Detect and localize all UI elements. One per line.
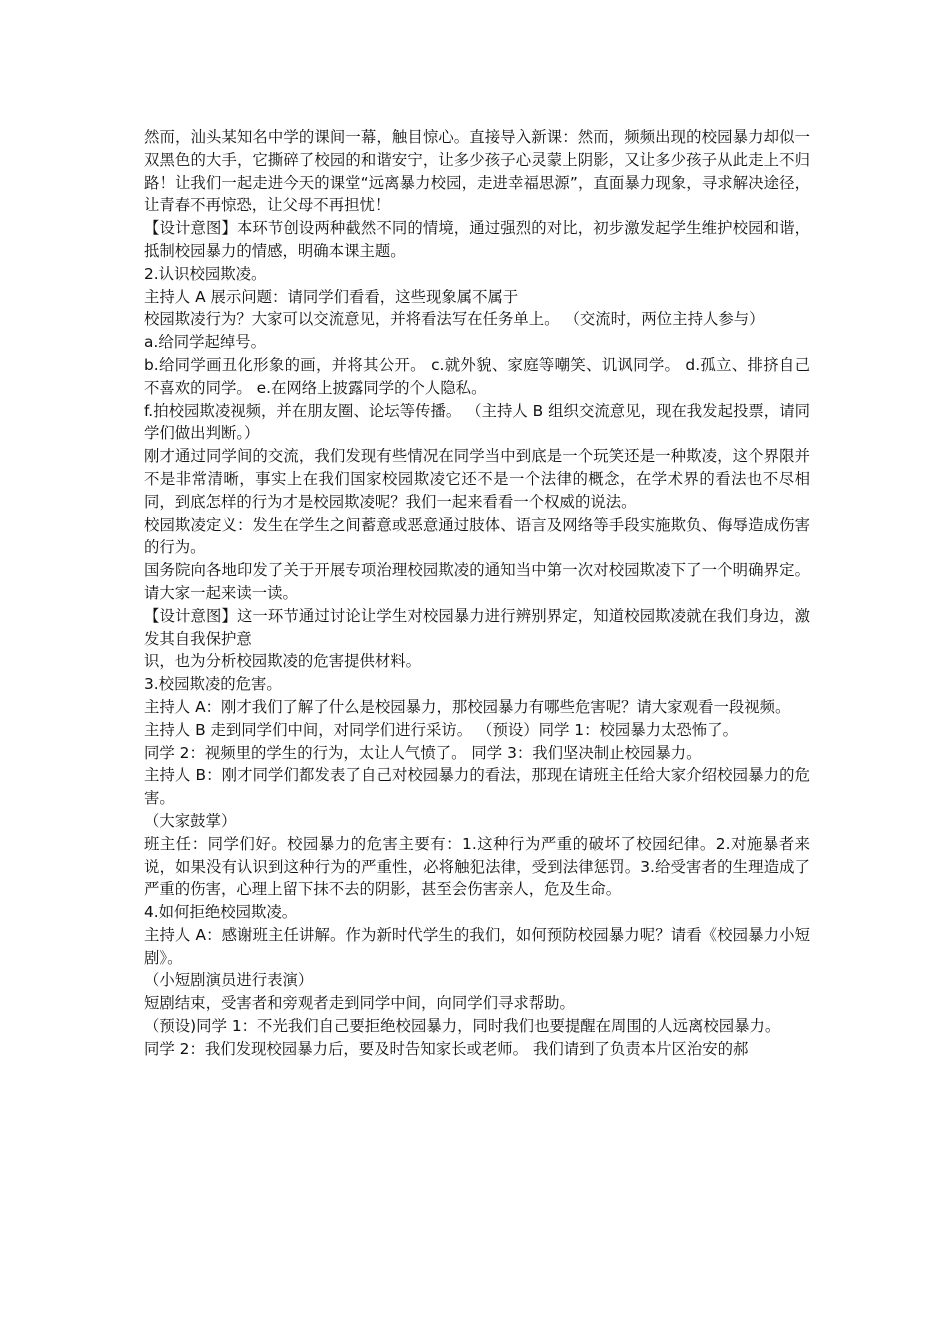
paragraph-discussion: 刚才通过同学间的交流，我们发现有些情况在同学当中到底是一个玩笑还是一种欺凌，这个界限并不是非常清晰，事实上在我们国家校园欺凌它还不是一个法律的概念，在学术界的看法也不尽相同，到底怎样的行为才是校园欺凌呢？我们一起来看看一个权威的说法。 bbox=[144, 447, 810, 511]
paragraph-teacher-harms: 班主任：同学们好。校园暴力的危害主要有：1.这种行为严重的破坏了校园纪律。2.对施暴者来说，如果没有认识到这种行为的严重性，必将触犯法律，受到法律惩罚。3.给受害者的生理造成了严重的伤害，心理上留下抹不去的阴影，甚至会伤害亲人，危及生命。 bbox=[144, 834, 810, 899]
paragraph-exchange: 校园欺凌行为？大家可以交流意见，并将看法写在任务单上。 （交流时，两位主持人参与） bbox=[144, 310, 765, 329]
paragraph-design-intent-2-cont: 识，也为分析校园欺凌的危害提供材料。 bbox=[144, 652, 422, 671]
document-body bbox=[144, 126, 810, 1061]
paragraph-design-intent-1: 【设计意图】本环节创设两种截然不同的情境，通过强烈的对比，初步激发起学生维护校园和谐，抵制校园暴力的情感，明确本课主题。 bbox=[144, 219, 810, 260]
list-item-a: a.给同学起绰号。 bbox=[144, 333, 267, 352]
paragraph-host-a-harm: 主持人 A：刚才我们了解了什么是校园暴力，那校园暴力有哪些危害呢？请大家观看一段视频。 bbox=[144, 697, 791, 716]
paragraph-student-2: 同学 2：我们发现校园暴力后，要及时告知家长或老师。 我们请到了负责本片区治安的郝 bbox=[144, 1039, 749, 1058]
paragraph-design-intent-2: 【设计意图】这一环节通过讨论让学生对校园暴力进行辨别界定，知道校园欺凌就在我们身边，激发其自我保护意 bbox=[144, 606, 810, 648]
paragraph-skit-performance: （小短剧演员进行表演） bbox=[144, 971, 314, 990]
paragraph-host-b-teacher: 主持人 B：刚才同学们都发表了自己对校园暴力的看法，那现在请班主任给大家介绍校园暴力的危害。 bbox=[144, 766, 810, 808]
paragraph-host-b-interview: 主持人 B 走到同学们中间，对同学们进行采访。 （预设）同学 1：校园暴力太恐怖了。 bbox=[144, 720, 738, 739]
paragraph-student-1: （预设)同学 1：不光我们自己要拒绝校园暴力，同时我们也要提醒在周围的人远离校园暴力。 bbox=[144, 1017, 781, 1036]
paragraph-students-2-3: 同学 2：视频里的学生的行为，太让人气愤了。 同学 3：我们坚决制止校园暴力。 bbox=[144, 743, 702, 762]
paragraph-state-council: 国务院向各地印发了关于开展专项治理校园欺凌的通知当中第一次对校园欺凌下了一个明确界定。请大家一起来读一读。 bbox=[144, 561, 810, 602]
section-heading-3: 3.校园欺凌的危害。 bbox=[144, 675, 282, 694]
section-heading-2: 2.认识校园欺凌。 bbox=[144, 264, 267, 283]
paragraph-host-a-skit: 主持人 A：感谢班主任讲解。作为新时代学生的我们，如何预防校园暴力呢？请看《校园暴力小短剧》。 bbox=[144, 925, 810, 967]
paragraph-definition: 校园欺凌定义：发生在学生之间蓄意或恶意通过肢体、语言及网络等手段实施欺负、侮辱造成伤害的行为。 bbox=[144, 515, 810, 557]
paragraph-skit-end: 短剧结束，受害者和旁观者走到同学中间，向同学们寻求帮助。 bbox=[144, 994, 575, 1013]
section-heading-4: 4.如何拒绝校园欺凌。 bbox=[144, 903, 298, 922]
paragraph-host-a-question: 主持人 A 展示问题：请同学们看看，这些现象属不属于 bbox=[144, 287, 519, 306]
list-item-b-e: b.给同学画丑化形象的画，并将其公开。 c.就外貌、家庭等嘲笑、讥讽同学。 d.孤立、排挤自己不喜欢的同学。 e.在网络上披露同学的个人隐私。 bbox=[144, 355, 810, 397]
paragraph-applause: （大家鼓掌） bbox=[144, 811, 237, 830]
list-item-f: f.拍校园欺凌视频，并在朋友圈、论坛等传播。 （主持人 B 组织交流意见，现在我发起投票，请同学们做出判断。） bbox=[144, 401, 810, 443]
paragraph-intro: 然而，汕头某知名中学的课间一幕，触目惊心。直接导入新课：然而，频频出现的校园暴力却似一双黑色的大手，它撕碎了校园的和谐安宁，让多少孩子心灵蒙上阴影，又让多少孩子从此走上不归路！让我们一起走进今天的课堂“远离暴力校园，走进幸福思源”，直面暴力现象，寻求解决途径，让青春不再惊恐，让父母不再担忧！ bbox=[144, 128, 810, 215]
